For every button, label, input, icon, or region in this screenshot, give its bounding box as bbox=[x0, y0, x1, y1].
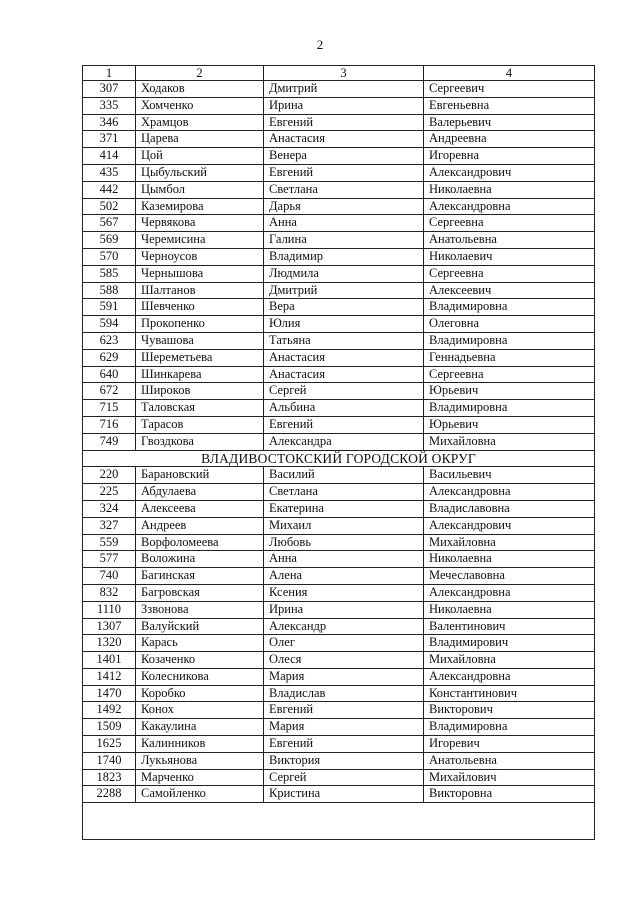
surname-cell: Черемисина bbox=[136, 232, 264, 249]
table-row bbox=[83, 198, 595, 215]
patronymic-cell: Мечеславовна bbox=[424, 568, 595, 585]
first-name-cell: Кристина bbox=[264, 786, 424, 803]
table-row bbox=[83, 719, 595, 736]
surname-cell: Конох bbox=[136, 702, 264, 719]
record-number-cell: 502 bbox=[83, 198, 136, 215]
first-name-cell: Мария bbox=[264, 668, 424, 685]
surname-cell: Багинская bbox=[136, 568, 264, 585]
table-row bbox=[83, 215, 595, 232]
surname-cell: Самойленко bbox=[136, 786, 264, 803]
surname-cell: Каземирова bbox=[136, 198, 264, 215]
surname-cell: Шинкарева bbox=[136, 366, 264, 383]
roster-table bbox=[82, 65, 595, 840]
first-name-cell: Виктория bbox=[264, 752, 424, 769]
patronymic-cell: Анатольевна bbox=[424, 232, 595, 249]
patronymic-cell: Сергеевна bbox=[424, 366, 595, 383]
patronymic-cell: Михайловна bbox=[424, 433, 595, 450]
table-row bbox=[83, 433, 595, 450]
section-row-group bbox=[83, 450, 595, 467]
surname-cell: Калинников bbox=[136, 736, 264, 753]
first-name-cell: Анна bbox=[264, 215, 424, 232]
patronymic-cell: Александровна bbox=[424, 668, 595, 685]
patronymic-cell: Андреевна bbox=[424, 131, 595, 148]
surname-cell: Коробко bbox=[136, 685, 264, 702]
patronymic-cell: Игоревич bbox=[424, 736, 595, 753]
column-number-row bbox=[83, 66, 595, 81]
surname-cell: Ззвонова bbox=[136, 601, 264, 618]
patronymic-cell: Александрович bbox=[424, 164, 595, 181]
first-name-cell: Любовь bbox=[264, 534, 424, 551]
patronymic-cell: Викторовна bbox=[424, 786, 595, 803]
table-row bbox=[83, 668, 595, 685]
record-number-cell: 570 bbox=[83, 248, 136, 265]
table-row bbox=[83, 366, 595, 383]
table-row bbox=[83, 383, 595, 400]
first-name-cell: Олег bbox=[264, 635, 424, 652]
patronymic-cell: Владимировна bbox=[424, 299, 595, 316]
record-number-cell: 577 bbox=[83, 551, 136, 568]
record-number-cell: 225 bbox=[83, 484, 136, 501]
patronymic-cell: Александрович bbox=[424, 517, 595, 534]
record-number-cell: 1110 bbox=[83, 601, 136, 618]
first-name-cell: Евгений bbox=[264, 164, 424, 181]
record-number-cell: 672 bbox=[83, 383, 136, 400]
first-name-cell: Ирина bbox=[264, 97, 424, 114]
page-number: 2 bbox=[316, 37, 324, 52]
table-body-after-section bbox=[83, 467, 595, 803]
first-name-cell: Ирина bbox=[264, 601, 424, 618]
record-number-cell: 1509 bbox=[83, 719, 136, 736]
surname-cell: Царева bbox=[136, 131, 264, 148]
table-row bbox=[83, 618, 595, 635]
record-number-cell: 307 bbox=[83, 81, 136, 98]
patronymic-cell: Юрьевич bbox=[424, 416, 595, 433]
patronymic-cell: Владиславовна bbox=[424, 500, 595, 517]
patronymic-cell: Евгеньевна bbox=[424, 97, 595, 114]
table-row bbox=[83, 534, 595, 551]
patronymic-cell: Валентинович bbox=[424, 618, 595, 635]
first-name-cell: Владимир bbox=[264, 248, 424, 265]
patronymic-cell: Михайлович bbox=[424, 769, 595, 786]
first-name-cell: Александр bbox=[264, 618, 424, 635]
table-body-before-section bbox=[83, 81, 595, 451]
patronymic-cell: Михайловна bbox=[424, 534, 595, 551]
first-name-cell: Алена bbox=[264, 568, 424, 585]
patronymic-cell: Николаевна bbox=[424, 601, 595, 618]
first-name-cell: Татьяна bbox=[264, 332, 424, 349]
record-number-cell: 832 bbox=[83, 584, 136, 601]
table-row bbox=[83, 181, 595, 198]
patronymic-cell: Николаевна bbox=[424, 181, 595, 198]
first-name-cell: Людмила bbox=[264, 265, 424, 282]
table-row bbox=[83, 685, 595, 702]
record-number-cell: 1625 bbox=[83, 736, 136, 753]
surname-cell: Воложина bbox=[136, 551, 264, 568]
surname-cell: Хомченко bbox=[136, 97, 264, 114]
first-name-cell: Венера bbox=[264, 148, 424, 165]
record-number-cell: 1470 bbox=[83, 685, 136, 702]
record-number-cell: 640 bbox=[83, 366, 136, 383]
record-number-cell: 740 bbox=[83, 568, 136, 585]
record-number-cell: 371 bbox=[83, 131, 136, 148]
surname-cell: Чернышова bbox=[136, 265, 264, 282]
surname-cell: Валуйский bbox=[136, 618, 264, 635]
patronymic-cell: Сергеевна bbox=[424, 215, 595, 232]
first-name-cell: Екатерина bbox=[264, 500, 424, 517]
record-number-cell: 594 bbox=[83, 316, 136, 333]
patronymic-cell: Александровна bbox=[424, 484, 595, 501]
surname-cell: Алексеева bbox=[136, 500, 264, 517]
column-header: 2 bbox=[136, 66, 264, 81]
section-title: ВЛАДИВОСТОКСКИЙ ГОРОДСКОЙ ОКРУГ bbox=[83, 450, 595, 467]
surname-cell: Тарасов bbox=[136, 416, 264, 433]
surname-cell: Ходаков bbox=[136, 81, 264, 98]
first-name-cell: Юлия bbox=[264, 316, 424, 333]
record-number-cell: 623 bbox=[83, 332, 136, 349]
table-row bbox=[83, 568, 595, 585]
patronymic-cell: Викторович bbox=[424, 702, 595, 719]
table-row bbox=[83, 148, 595, 165]
surname-cell: Шевченко bbox=[136, 299, 264, 316]
first-name-cell: Мария bbox=[264, 719, 424, 736]
patronymic-cell: Владимировна bbox=[424, 332, 595, 349]
blank-row-group bbox=[83, 803, 595, 840]
table-row bbox=[83, 584, 595, 601]
surname-cell: Багровская bbox=[136, 584, 264, 601]
surname-cell: Абдулаева bbox=[136, 484, 264, 501]
blank-cell bbox=[83, 803, 595, 840]
patronymic-cell: Михайловна bbox=[424, 652, 595, 669]
patronymic-cell: Александровна bbox=[424, 584, 595, 601]
first-name-cell: Дарья bbox=[264, 198, 424, 215]
first-name-cell: Альбина bbox=[264, 400, 424, 417]
table-row bbox=[83, 416, 595, 433]
surname-cell: Цыбульский bbox=[136, 164, 264, 181]
record-number-cell: 327 bbox=[83, 517, 136, 534]
patronymic-cell: Геннадьевна bbox=[424, 349, 595, 366]
table-row bbox=[83, 400, 595, 417]
surname-cell: Колесникова bbox=[136, 668, 264, 685]
patronymic-cell: Сергеевич bbox=[424, 81, 595, 98]
surname-cell: Чувашова bbox=[136, 332, 264, 349]
first-name-cell: Ксения bbox=[264, 584, 424, 601]
table-row bbox=[83, 131, 595, 148]
patronymic-cell: Владимирович bbox=[424, 635, 595, 652]
first-name-cell: Сергей bbox=[264, 769, 424, 786]
surname-cell: Лукьянова bbox=[136, 752, 264, 769]
blank-row bbox=[83, 803, 595, 840]
patronymic-cell: Юрьевич bbox=[424, 383, 595, 400]
table-row bbox=[83, 349, 595, 366]
record-number-cell: 715 bbox=[83, 400, 136, 417]
table-row bbox=[83, 467, 595, 484]
patronymic-cell: Игоревна bbox=[424, 148, 595, 165]
first-name-cell: Олеся bbox=[264, 652, 424, 669]
table-row bbox=[83, 517, 595, 534]
table-row bbox=[83, 635, 595, 652]
record-number-cell: 588 bbox=[83, 282, 136, 299]
record-number-cell: 1307 bbox=[83, 618, 136, 635]
record-number-cell: 1823 bbox=[83, 769, 136, 786]
record-number-cell: 749 bbox=[83, 433, 136, 450]
surname-cell: Прокопенко bbox=[136, 316, 264, 333]
patronymic-cell: Анатольевна bbox=[424, 752, 595, 769]
table-row bbox=[83, 500, 595, 517]
record-number-cell: 335 bbox=[83, 97, 136, 114]
column-header: 3 bbox=[264, 66, 424, 81]
table-row bbox=[83, 232, 595, 249]
first-name-cell: Евгений bbox=[264, 736, 424, 753]
patronymic-cell: Олеговна bbox=[424, 316, 595, 333]
column-header: 4 bbox=[424, 66, 595, 81]
record-number-cell: 220 bbox=[83, 467, 136, 484]
patronymic-cell: Владимировна bbox=[424, 400, 595, 417]
table-row bbox=[83, 81, 595, 98]
patronymic-cell: Алексеевич bbox=[424, 282, 595, 299]
first-name-cell: Александра bbox=[264, 433, 424, 450]
patronymic-cell: Валерьевич bbox=[424, 114, 595, 131]
table-row bbox=[83, 769, 595, 786]
table-row bbox=[83, 752, 595, 769]
surname-cell: Козаченко bbox=[136, 652, 264, 669]
first-name-cell: Светлана bbox=[264, 484, 424, 501]
surname-cell: Таловская bbox=[136, 400, 264, 417]
table-row bbox=[83, 484, 595, 501]
first-name-cell: Евгений bbox=[264, 702, 424, 719]
record-number-cell: 1412 bbox=[83, 668, 136, 685]
surname-cell: Цымбол bbox=[136, 181, 264, 198]
surname-cell: Гвоздкова bbox=[136, 433, 264, 450]
table-row bbox=[83, 97, 595, 114]
table-row bbox=[83, 736, 595, 753]
record-number-cell: 629 bbox=[83, 349, 136, 366]
patronymic-cell: Николаевич bbox=[424, 248, 595, 265]
first-name-cell: Евгений bbox=[264, 416, 424, 433]
record-number-cell: 435 bbox=[83, 164, 136, 181]
section-row bbox=[83, 450, 595, 467]
table-row bbox=[83, 114, 595, 131]
first-name-cell: Василий bbox=[264, 467, 424, 484]
record-number-cell: 559 bbox=[83, 534, 136, 551]
patronymic-cell: Николаевна bbox=[424, 551, 595, 568]
record-number-cell: 324 bbox=[83, 500, 136, 517]
surname-cell: Андреев bbox=[136, 517, 264, 534]
patronymic-cell: Константинович bbox=[424, 685, 595, 702]
surname-cell: Шереметьева bbox=[136, 349, 264, 366]
table-row bbox=[83, 248, 595, 265]
record-number-cell: 1401 bbox=[83, 652, 136, 669]
patronymic-cell: Александровна bbox=[424, 198, 595, 215]
first-name-cell: Светлана bbox=[264, 181, 424, 198]
table-row bbox=[83, 299, 595, 316]
first-name-cell: Анна bbox=[264, 551, 424, 568]
first-name-cell: Владислав bbox=[264, 685, 424, 702]
surname-cell: Цой bbox=[136, 148, 264, 165]
first-name-cell: Дмитрий bbox=[264, 81, 424, 98]
record-number-cell: 591 bbox=[83, 299, 136, 316]
record-number-cell: 1320 bbox=[83, 635, 136, 652]
first-name-cell: Анастасия bbox=[264, 366, 424, 383]
table-row bbox=[83, 164, 595, 181]
record-number-cell: 414 bbox=[83, 148, 136, 165]
surname-cell: Ворфоломеева bbox=[136, 534, 264, 551]
surname-cell: Барановский bbox=[136, 467, 264, 484]
surname-cell: Черноусов bbox=[136, 248, 264, 265]
table-row bbox=[83, 652, 595, 669]
first-name-cell: Галина bbox=[264, 232, 424, 249]
first-name-cell: Вера bbox=[264, 299, 424, 316]
patronymic-cell: Васильевич bbox=[424, 467, 595, 484]
surname-cell: Какаулина bbox=[136, 719, 264, 736]
record-number-cell: 569 bbox=[83, 232, 136, 249]
surname-cell: Карась bbox=[136, 635, 264, 652]
record-number-cell: 346 bbox=[83, 114, 136, 131]
column-header: 1 bbox=[83, 66, 136, 81]
patronymic-cell: Сергеевна bbox=[424, 265, 595, 282]
table-row bbox=[83, 282, 595, 299]
table-row bbox=[83, 265, 595, 282]
surname-cell: Марченко bbox=[136, 769, 264, 786]
table-row bbox=[83, 332, 595, 349]
table-row bbox=[83, 601, 595, 618]
record-number-cell: 567 bbox=[83, 215, 136, 232]
table-row bbox=[83, 786, 595, 803]
first-name-cell: Анастасия bbox=[264, 131, 424, 148]
surname-cell: Червякова bbox=[136, 215, 264, 232]
record-number-cell: 1740 bbox=[83, 752, 136, 769]
first-name-cell: Михаил bbox=[264, 517, 424, 534]
surname-cell: Храмцов bbox=[136, 114, 264, 131]
record-number-cell: 716 bbox=[83, 416, 136, 433]
surname-cell: Шалтанов bbox=[136, 282, 264, 299]
patronymic-cell: Владимировна bbox=[424, 719, 595, 736]
first-name-cell: Сергей bbox=[264, 383, 424, 400]
table-row bbox=[83, 702, 595, 719]
record-number-cell: 585 bbox=[83, 265, 136, 282]
first-name-cell: Евгений bbox=[264, 114, 424, 131]
surname-cell: Широков bbox=[136, 383, 264, 400]
record-number-cell: 2288 bbox=[83, 786, 136, 803]
record-number-cell: 1492 bbox=[83, 702, 136, 719]
record-number-cell: 442 bbox=[83, 181, 136, 198]
first-name-cell: Дмитрий bbox=[264, 282, 424, 299]
table-row bbox=[83, 316, 595, 333]
table-row bbox=[83, 551, 595, 568]
first-name-cell: Анастасия bbox=[264, 349, 424, 366]
